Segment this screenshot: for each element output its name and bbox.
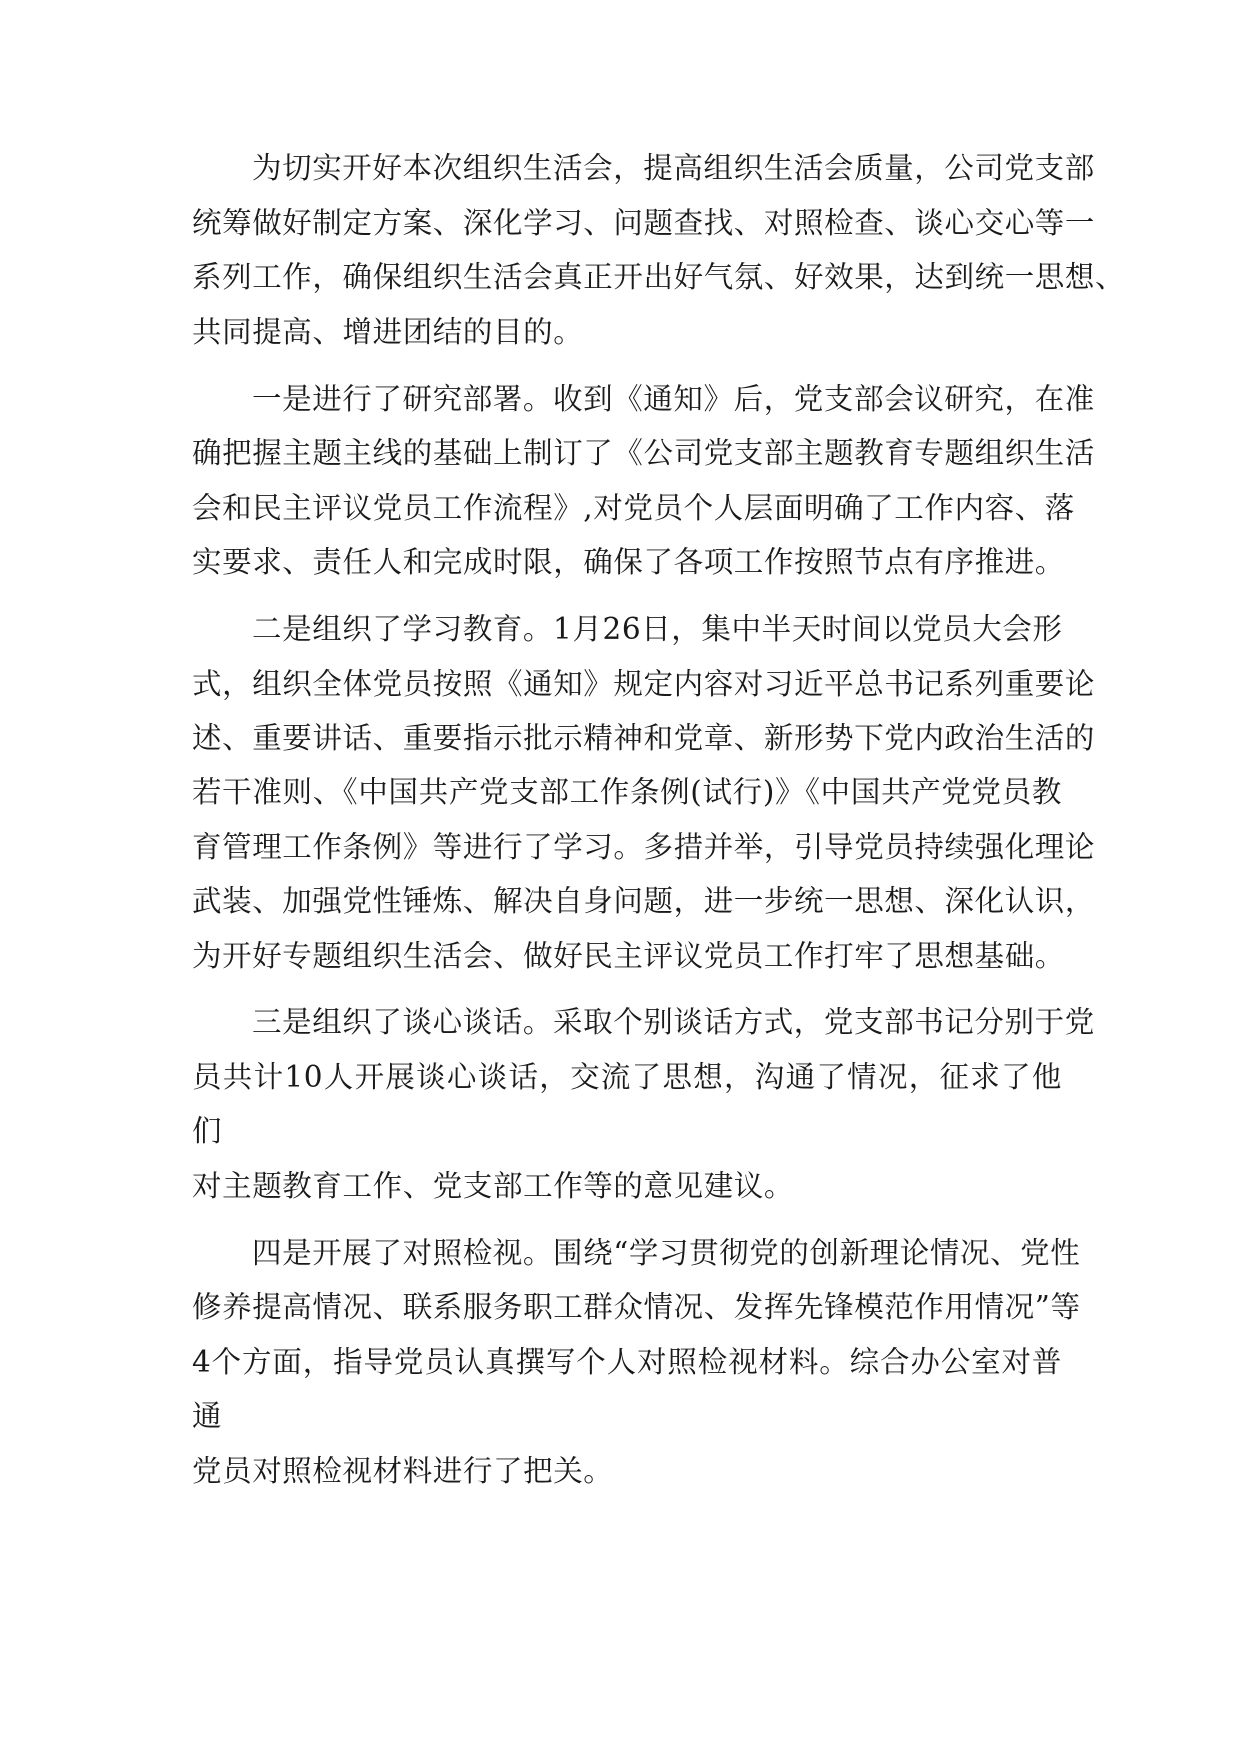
paragraph-2-line-4: 实要求、责任人和完成时限，确保了各项工作按照节点有序推进。: [192, 545, 1065, 579]
paragraph-5-line-3: 4个方面，指导党员认真撰写个人对照检视材料。综合办公室对普: [192, 1345, 1062, 1379]
paragraph-3-line-2: 式，组织全体党员按照《通知》规定内容对习近平总书记系列重要论: [192, 667, 1096, 701]
paragraph-5-line-4: 通: [192, 1399, 223, 1433]
paragraph-4-line-3: 们: [192, 1114, 223, 1148]
paragraph-3-line-5: 育管理工作条例》等进行了学习。多措并举，引导党员持续强化理论: [192, 830, 1096, 864]
paragraph-3-line-6: 武装、加强党性锤炼、解决自身问题，进一步统一思想、深化认识，: [192, 884, 1096, 918]
paragraph-5-line-1: 四是开展了对照检视。围绕“学习贯彻党的创新理论情况、党性: [252, 1236, 1081, 1270]
paragraph-3-line-4: 若干准则、《中国共产党支部工作条例(试行)》《中国共产党党员教: [192, 775, 1062, 809]
paragraph-1-line-4: 共同提高、增进团结的目的。: [192, 315, 584, 349]
paragraph-3-line-3: 述、重要讲话、重要指示批示精神和党章、新形势下党内政治生活的: [192, 721, 1096, 755]
paragraph-1-line-3: 系列工作，确保组织生活会真正开出好气氛、好效果，达到统一思想、: [192, 260, 1126, 294]
paragraph-2-line-1: 一是进行了研究部署。收到《通知》后，党支部会议研究，在准: [252, 382, 1095, 416]
paragraph-3-line-1: 二是组织了学习教育。1月26日，集中半天时间以党员大会形: [252, 612, 1063, 646]
paragraph-2-line-3: 会和民主评议党员工作流程》,对党员个人层面明确了工作内容、落: [192, 491, 1075, 525]
paragraph-3-line-7: 为开好专题组织生活会、做好民主评议党员工作打牢了思想基础。: [192, 939, 1065, 973]
paragraph-5-line-5: 党员对照检视材料进行了把关。: [192, 1454, 614, 1488]
paragraph-1-line-1: 为切实开好本次组织生活会，提高组织生活会质量，公司党支部: [252, 151, 1095, 185]
paragraph-4-line-4: 对主题教育工作、党支部工作等的意见建议。: [192, 1169, 795, 1203]
paragraph-2-line-2: 确把握主题主线的基础上制订了《公司党支部主题教育专题组织生活: [192, 436, 1096, 470]
paragraph-4-line-1: 三是组织了谈心谈话。采取个别谈话方式，党支部书记分别于党: [252, 1005, 1095, 1039]
paragraph-1-line-2: 统筹做好制定方案、深化学习、问题查找、对照检查、谈心交心等一: [192, 206, 1096, 240]
paragraph-4-line-2: 员共计10人开展谈心谈话，交流了思想，沟通了情况，征求了他: [192, 1060, 1062, 1094]
paragraph-5-line-2: 修养提高情况、联系服务职工群众情况、发挥先锋模范作用情况”等: [192, 1290, 1081, 1324]
